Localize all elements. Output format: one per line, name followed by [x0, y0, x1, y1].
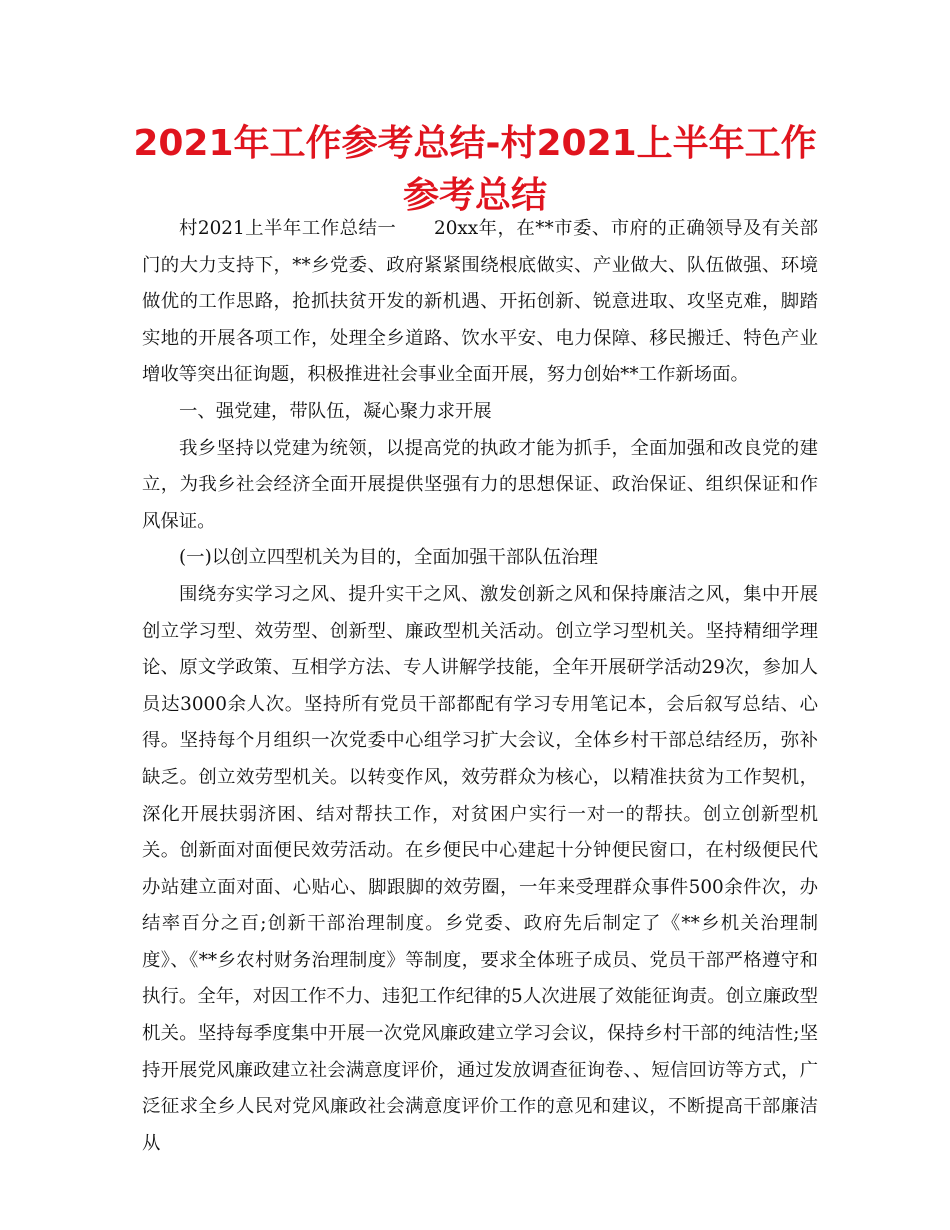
paragraph-party-building: 我乡坚持以党建为统领，以提高党的执政才能为抓手，全面加强和改良党的建立，为我乡社会经济全面开展提供坚强有力的思想保证、政治保证、组织保证和作风保证。	[142, 437, 818, 532]
heading-four-type-organs: (一)以创立四型机关为目的，全面加强干部队伍治理	[179, 547, 598, 569]
paragraph-intro: 村2021上半年工作总结一 20xx年，在**市委、市府的正确领导及有关部门的大力支持下，**乡党委、政府紧紧围绕根底做实、产业做大、队伍做强、环境做优的工作思路，抢抓扶贫开发的新机遇、开拓创新、锐意进取、攻坚克难，脚踏实地的开展各项工作，处理全乡道路、饮水平安、电力保障、移民搬迁、特色产业增收等突出征询题，积极推进社会事业全面开展，努力创始**工作新场面。	[142, 218, 818, 386]
document-body	[142, 211, 818, 1162]
heading-party-building: 一、强党建，带队伍，凝心聚力求开展	[179, 400, 492, 422]
document-title: 2021年工作参考总结-村2021上半年工作参考总结	[133, 123, 817, 216]
paragraph-four-type-organs: 围绕夯实学习之风、提升实干之风、激发创新之风和保持廉洁之风，集中开展创立学习型、效劳型、创新型、廉政型机关活动。创立学习型机关。坚持精细学理论、原文学政策、互相学方法、专人讲解学技能，全年开展研学活动29次，参加人员达3000余人次。坚持所有党员干部都配有学习专用笔记本，会后叙写总结、心得。坚持每个月组织一次党委中心组学习扩大会议，全体乡村干部总结经历，弥补缺乏。创立效劳型机关。以转变作风，效劳群众为核心，以精准扶贫为工作契机，深化开展扶弱济困、结对帮扶工作，对贫困户实行一对一的帮扶。创立创新型机关。创新面对面便民效劳活动。在乡便民中心建起十分钟便民窗口，在村级便民代办站建立面对面、心贴心、脚跟脚的效劳圈，一年来受理群众事件500余件次，办结率百分之百;创新干部治理制度。乡党委、政府先后制定了《**乡机关治理制度》、《**乡农村财务治理制度》等制度，要求全体班子成员、党员干部严格遵守和执行。全年，对因工作不力、违犯工作纪律的5人次进展了效能征询责。创立廉政型机关。坚持每季度集中开展一次党风廉政建立学习会议，保持乡村干部的纯洁性;坚持开展党风廉政建立社会满意度评价，通过发放调查征询卷、、短信回访等方式，广泛征求全乡人民对党风廉政社会满意度评价工作的意见和建议，不断提高干部廉洁从	[142, 583, 818, 1154]
